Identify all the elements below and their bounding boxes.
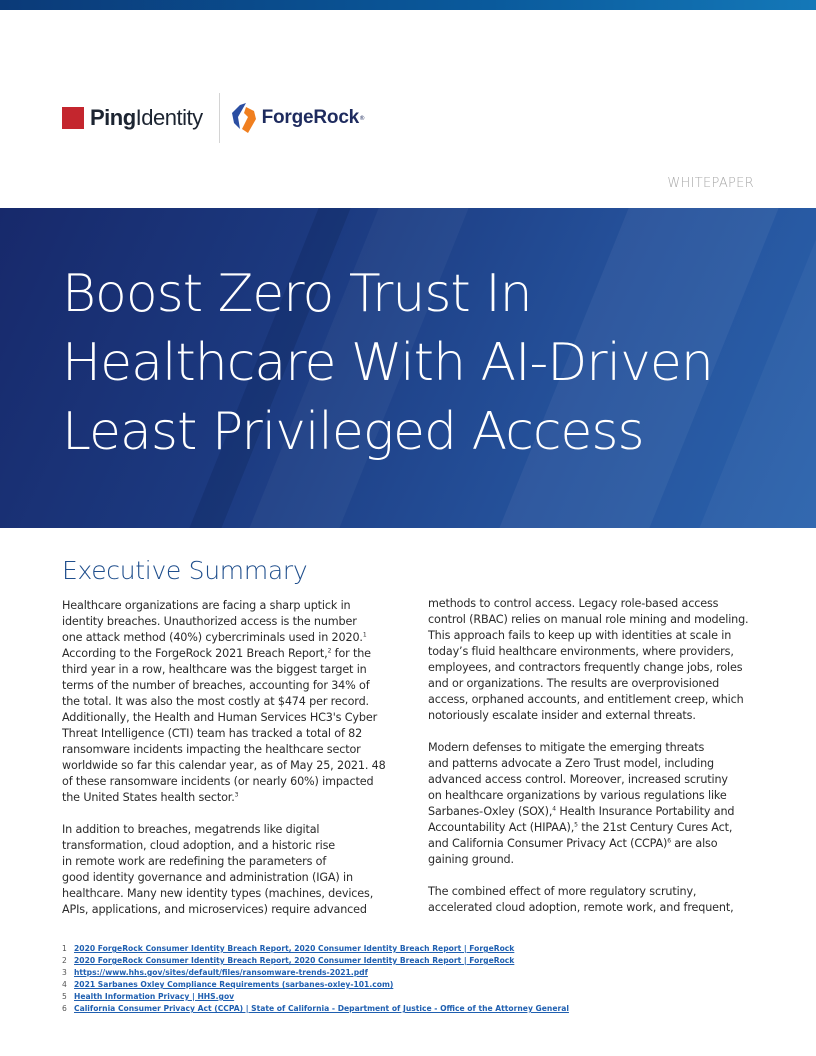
footnote-ref[interactable]: 1: [362, 631, 367, 639]
footnote-number: 5: [62, 992, 67, 1001]
logo-lockup: [62, 92, 365, 144]
paragraph: The combined effect of more regulatory scrutiny, accelerated cloud adoption, remote work, and frequent,: [428, 885, 734, 914]
top-accent-bar: [0, 0, 816, 10]
paragraph: In addition to breaches, megatrends like digital transformation, cloud adoption, and a historic rise in remote work are redefining the parameters of good identity governance and administration (IGA) in healthcare. Many new identity types (machines, devices, APIs, applications, and microservices) require advanced: [62, 823, 374, 916]
trademark-symbol: ®: [359, 114, 366, 122]
forgerock-wordmark: ForgeRock: [261, 107, 360, 128]
footnote: [62, 991, 569, 1003]
footnote-number: 6: [62, 1004, 67, 1013]
forgerock-mark-icon: [232, 103, 256, 133]
footnote: [62, 955, 569, 967]
forgerock-logo: [232, 103, 365, 133]
document-title: [62, 260, 782, 467]
footnote-number: 1: [62, 944, 67, 953]
ping-identity-logo: [62, 105, 203, 131]
footnote-link[interactable]: 2020 ForgeRock Consumer Identity Breach Report, 2020 Consumer Identity Breach Report | ForgeRock: [74, 944, 515, 953]
left-column: [62, 598, 394, 934]
ping-logo-light: Identity: [135, 105, 203, 130]
footnote: [62, 967, 569, 979]
footnote-number: 4: [62, 980, 67, 989]
document-type-label: WHITEPAPER: [667, 176, 754, 191]
paragraph: Healthcare organizations are facing a sharp uptick in identity breaches. Unauthorized access is the number one attack method (40%) cybercriminals used in 2020.$^1$ According to the ForgeRock 2021 Breach Report,$^2$ for the third year in a row, healthcare was the biggest target in terms of the number of breaches, accounting for 34% of the total. It was also the most costly at $474 per record. Additionally, the Health and Human Services HC3's Cyber Threat Intelligence (CTI) team has tracked a total of 82 ransomware incidents impacting the healthcare sector worldwide so far this calendar year, as of May 25, 2021. 48 of these ransomware incidents (or nearly 60%) impacted the United States health sector.$^3$: [62, 599, 386, 804]
footnote: [62, 1003, 569, 1015]
title-line: Least Privileged Access: [62, 402, 644, 462]
footnote-ref[interactable]: 2: [327, 647, 332, 655]
right-column: [428, 596, 760, 932]
footnote-link[interactable]: Health Information Privacy | HHS.gov: [74, 992, 235, 1001]
logo-divider: [219, 93, 220, 143]
title-line: Healthcare With AI-Driven: [62, 333, 713, 393]
footnote: [62, 979, 569, 991]
footnote-ref[interactable]: 3: [234, 791, 239, 799]
footnote-ref[interactable]: 5: [574, 821, 578, 829]
ping-logo-bold: Ping: [90, 105, 136, 130]
footnote-ref[interactable]: 6: [667, 837, 671, 845]
title-line: Boost Zero Trust In: [62, 264, 532, 324]
footnote-link[interactable]: 2021 Sarbanes Oxley Compliance Requirements (sarbanes-oxley-101.com): [74, 980, 394, 989]
footnote-ref[interactable]: 4: [552, 805, 556, 813]
footnote-link[interactable]: 2020 ForgeRock Consumer Identity Breach Report, 2020 Consumer Identity Breach Report | ForgeRock: [74, 956, 515, 965]
footnote-link[interactable]: https://www.hhs.gov/sites/default/files/ransomware-trends-2021.pdf: [74, 968, 368, 977]
footnote-number: 2: [62, 956, 67, 965]
section-heading: Executive Summary: [62, 556, 308, 585]
footnote: [62, 943, 569, 955]
footnotes-list: [62, 943, 569, 1015]
paragraph: methods to control access. Legacy role-based access control (RBAC) relies on manual role mining and modeling. This approach fails to keep up with identities at scale in today’s fluid healthcare environments, where providers, employees, and contractors frequently change jobs, roles and or organizations. The results are overprovisioned access, orphaned accounts, and entitlement creep, which notoriously escalate insider and external threats.: [428, 597, 749, 722]
footnote-link[interactable]: California Consumer Privacy Act (CCPA) | State of California - Department of Justice - Office of the Attorney General: [74, 1004, 569, 1013]
ping-square-icon: [62, 107, 84, 129]
hero-banner: [0, 208, 816, 528]
footnote-number: 3: [62, 968, 67, 977]
paragraph: Modern defenses to mitigate the emerging threats and patterns advocate a Zero Trust model, including advanced access control. Moreover, increased scrutiny on healthcare organizations by various regulations like Sarbanes-Oxley (SOX),$^4$ Health Insurance Portability and Accountability Act (HIPAA),$^5$ the 21st Century Cures Act, and California Consumer Privacy Act (CCPA)$^6$ are also gaining ground.: [428, 741, 735, 866]
